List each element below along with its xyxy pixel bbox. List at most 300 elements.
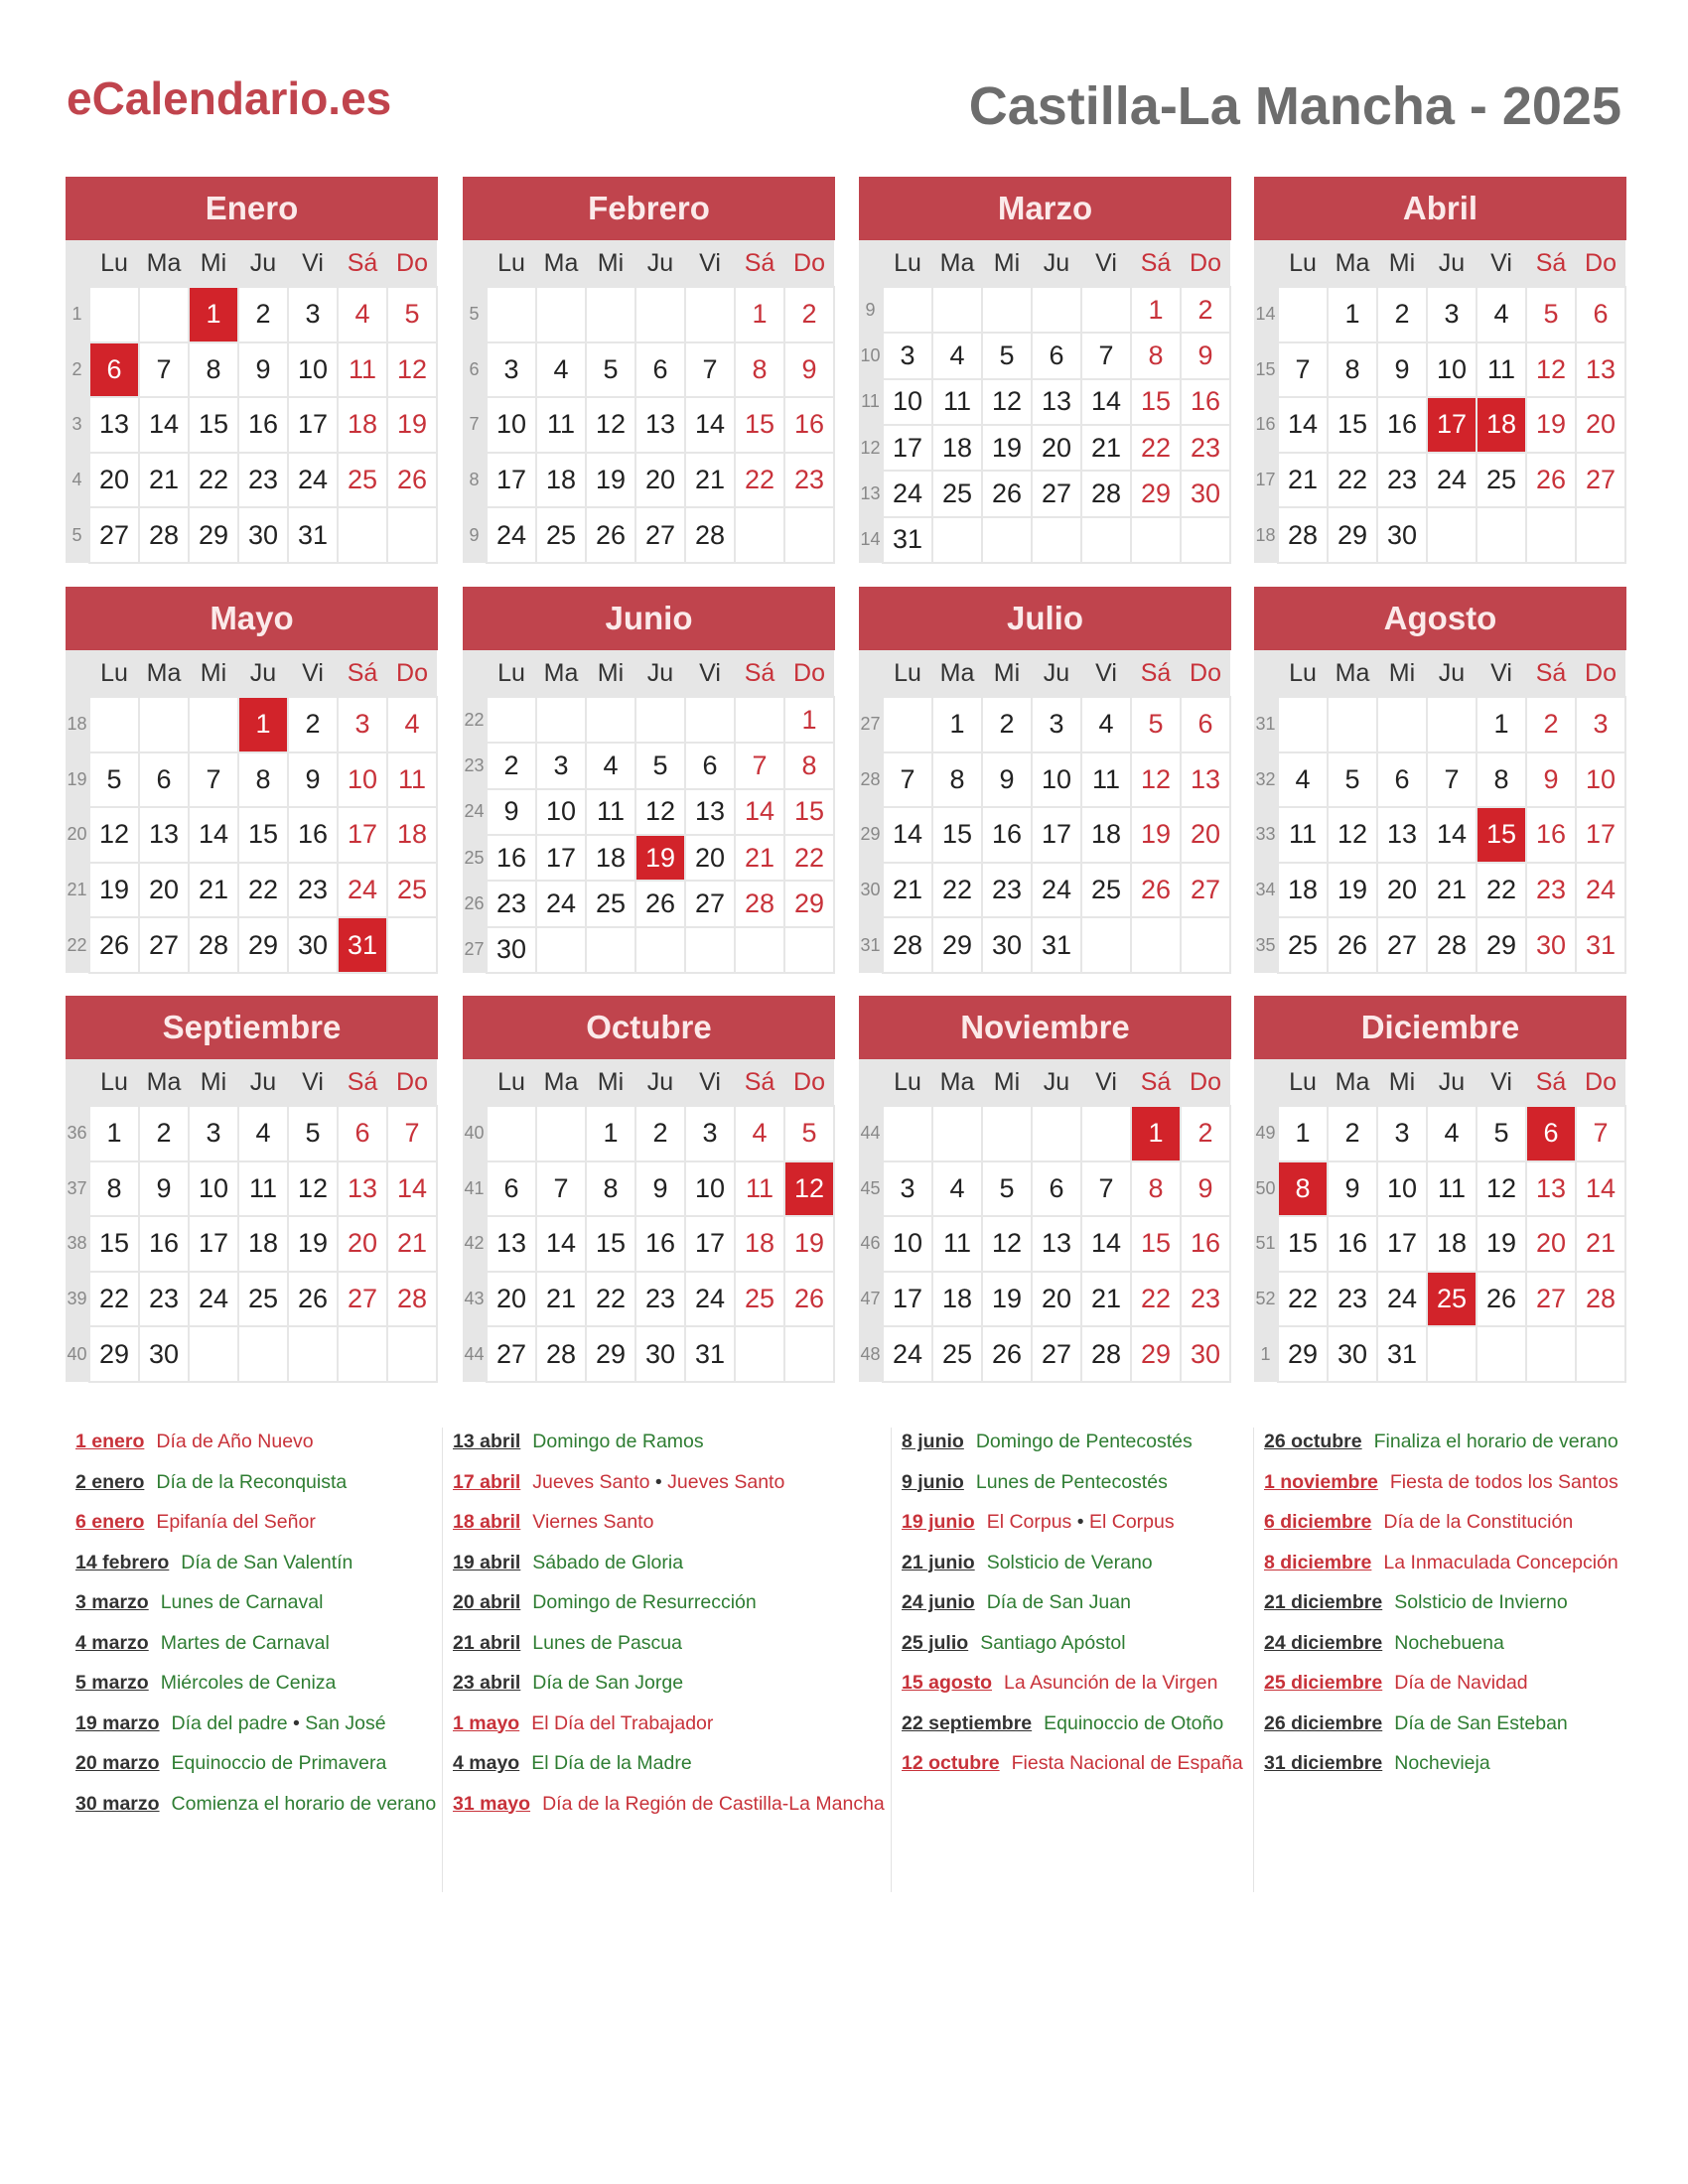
holiday-date-link[interactable]: 3 marzo (75, 1591, 149, 1613)
day-cell[interactable]: 20 (635, 453, 685, 508)
day-cell[interactable]: 14 (1576, 1161, 1625, 1217)
day-cell[interactable]: 30 (1181, 1326, 1230, 1382)
day-cell[interactable]: 13 (89, 397, 139, 453)
day-cell[interactable]: 4 (1477, 287, 1526, 342)
day-cell[interactable]: 15 (189, 397, 238, 453)
day-cell[interactable]: 2 (139, 1106, 189, 1161)
day-cell[interactable]: 23 (238, 453, 288, 508)
day-cell[interactable]: 6 (1032, 333, 1081, 378)
day-cell[interactable]: 3 (883, 333, 932, 378)
day-cell[interactable]: 26 (89, 917, 139, 973)
holiday-date-link[interactable]: 21 abril (453, 1631, 521, 1654)
day-cell[interactable]: 9 (1181, 333, 1230, 378)
holiday-date-link[interactable]: 8 junio (902, 1431, 964, 1452)
day-cell[interactable]: 17 (189, 1216, 238, 1272)
day-cell[interactable]: 7 (1278, 342, 1328, 398)
holiday-date-link[interactable]: 1 noviembre (1264, 1470, 1378, 1493)
day-cell[interactable]: 12 (1131, 752, 1181, 808)
day-cell[interactable]: 6 (487, 1161, 536, 1217)
day-cell[interactable]: 8 (586, 1161, 635, 1217)
day-cell[interactable]: 4 (735, 1106, 784, 1161)
day-cell[interactable]: 30 (288, 917, 338, 973)
day-cell[interactable]: 14 (387, 1161, 437, 1217)
day-cell[interactable]: 10 (487, 397, 536, 453)
day-cell[interactable]: 7 (536, 1161, 586, 1217)
day-cell[interactable]: 16 (784, 397, 834, 453)
day-cell[interactable]: 26 (1526, 453, 1576, 508)
day-cell[interactable]: 14 (1278, 397, 1328, 453)
holiday-date-link[interactable]: 14 febrero (75, 1551, 170, 1573)
day-cell[interactable]: 10 (1032, 752, 1081, 808)
day-cell[interactable]: 14 (685, 397, 735, 453)
day-cell[interactable]: 13 (1576, 342, 1625, 398)
day-cell[interactable]: 12 (387, 342, 437, 398)
day-cell[interactable]: 17 (536, 835, 586, 881)
holiday-date-link[interactable]: 19 junio (902, 1511, 975, 1533)
day-cell[interactable]: 21 (387, 1216, 437, 1272)
day-cell[interactable]: 18 (338, 397, 387, 453)
day-cell[interactable]: 15 (1131, 379, 1181, 425)
holiday-date-link[interactable]: 20 marzo (75, 1752, 160, 1774)
day-cell[interactable]: 8 (238, 752, 288, 808)
day-cell[interactable]: 18 (932, 1272, 982, 1327)
day-cell[interactable]: 1 (932, 697, 982, 752)
day-cell[interactable]: 4 (1081, 697, 1131, 752)
day-cell[interactable]: 10 (338, 752, 387, 808)
day-cell[interactable]: 2 (635, 1106, 685, 1161)
holiday-date-link[interactable]: 1 enero (75, 1431, 145, 1452)
day-cell[interactable]: 30 (1377, 507, 1427, 563)
holiday-date-link[interactable]: 24 diciembre (1264, 1631, 1383, 1654)
day-cell[interactable]: 16 (635, 1216, 685, 1272)
day-cell[interactable]: 28 (1427, 917, 1477, 973)
day-cell[interactable]: 13 (635, 397, 685, 453)
day-cell[interactable]: 12 (1526, 342, 1576, 398)
day-cell[interactable]: 1 (586, 1106, 635, 1161)
day-cell[interactable]: 10 (1576, 752, 1625, 808)
day-cell[interactable]: 30 (487, 927, 536, 973)
day-cell[interactable]: 9 (487, 789, 536, 835)
day-cell[interactable]: 10 (883, 379, 932, 425)
day-cell[interactable]: 20 (1576, 397, 1625, 453)
day-cell[interactable]: 4 (1427, 1106, 1477, 1161)
holiday-day-cell[interactable]: 1 (1131, 1106, 1181, 1161)
day-cell[interactable]: 19 (387, 397, 437, 453)
day-cell[interactable]: 9 (784, 342, 834, 398)
day-cell[interactable]: 22 (1131, 425, 1181, 471)
holiday-date-link[interactable]: 5 marzo (75, 1672, 149, 1694)
holiday-day-cell[interactable]: 15 (1477, 807, 1526, 863)
day-cell[interactable]: 28 (387, 1272, 437, 1327)
day-cell[interactable]: 7 (1427, 752, 1477, 808)
day-cell[interactable]: 21 (536, 1272, 586, 1327)
day-cell[interactable]: 13 (487, 1216, 536, 1272)
day-cell[interactable]: 17 (288, 397, 338, 453)
day-cell[interactable]: 26 (982, 471, 1032, 516)
day-cell[interactable]: 5 (982, 333, 1032, 378)
day-cell[interactable]: 28 (139, 507, 189, 563)
day-cell[interactable]: 31 (1576, 917, 1625, 973)
day-cell[interactable]: 5 (387, 287, 437, 342)
day-cell[interactable]: 4 (1278, 752, 1328, 808)
day-cell[interactable]: 11 (1278, 807, 1328, 863)
holiday-date-link[interactable]: 20 abril (453, 1591, 521, 1613)
day-cell[interactable]: 26 (784, 1272, 834, 1327)
holiday-day-cell[interactable]: 18 (1477, 397, 1526, 453)
day-cell[interactable]: 27 (1377, 917, 1427, 973)
day-cell[interactable]: 14 (735, 789, 784, 835)
day-cell[interactable]: 22 (1278, 1272, 1328, 1327)
day-cell[interactable]: 24 (685, 1272, 735, 1327)
day-cell[interactable]: 17 (487, 453, 536, 508)
holiday-date-link[interactable]: 6 enero (75, 1511, 145, 1533)
day-cell[interactable]: 23 (982, 863, 1032, 918)
day-cell[interactable]: 26 (1477, 1272, 1526, 1327)
day-cell[interactable]: 22 (1131, 1272, 1181, 1327)
day-cell[interactable]: 28 (1278, 507, 1328, 563)
day-cell[interactable]: 27 (487, 1326, 536, 1382)
day-cell[interactable]: 3 (1032, 697, 1081, 752)
day-cell[interactable]: 17 (1377, 1216, 1427, 1272)
day-cell[interactable]: 5 (635, 743, 685, 788)
day-cell[interactable]: 2 (784, 287, 834, 342)
day-cell[interactable]: 23 (1181, 1272, 1230, 1327)
day-cell[interactable]: 19 (586, 453, 635, 508)
day-cell[interactable]: 16 (238, 397, 288, 453)
day-cell[interactable]: 5 (1131, 697, 1181, 752)
day-cell[interactable]: 25 (387, 863, 437, 918)
day-cell[interactable]: 12 (288, 1161, 338, 1217)
holiday-date-link[interactable]: 4 mayo (453, 1752, 520, 1774)
holiday-day-cell[interactable]: 19 (635, 835, 685, 881)
holiday-date-link[interactable]: 24 junio (902, 1591, 975, 1613)
day-cell[interactable]: 8 (189, 342, 238, 398)
day-cell[interactable]: 11 (536, 397, 586, 453)
day-cell[interactable]: 26 (387, 453, 437, 508)
holiday-date-link[interactable]: 19 marzo (75, 1711, 160, 1734)
day-cell[interactable]: 11 (338, 342, 387, 398)
day-cell[interactable]: 21 (735, 835, 784, 881)
day-cell[interactable]: 15 (586, 1216, 635, 1272)
day-cell[interactable]: 6 (685, 743, 735, 788)
day-cell[interactable]: 12 (586, 397, 635, 453)
day-cell[interactable]: 12 (635, 789, 685, 835)
day-cell[interactable]: 13 (338, 1161, 387, 1217)
day-cell[interactable]: 19 (1477, 1216, 1526, 1272)
day-cell[interactable]: 29 (238, 917, 288, 973)
day-cell[interactable]: 1 (1328, 287, 1377, 342)
day-cell[interactable]: 5 (586, 342, 635, 398)
day-cell[interactable]: 21 (1278, 453, 1328, 508)
day-cell[interactable]: 26 (586, 507, 635, 563)
day-cell[interactable]: 23 (1328, 1272, 1377, 1327)
day-cell[interactable]: 23 (1377, 453, 1427, 508)
day-cell[interactable]: 20 (139, 863, 189, 918)
day-cell[interactable]: 30 (139, 1326, 189, 1382)
day-cell[interactable]: 18 (1427, 1216, 1477, 1272)
holiday-day-cell[interactable]: 12 (784, 1161, 834, 1217)
day-cell[interactable]: 13 (1032, 1216, 1081, 1272)
day-cell[interactable]: 23 (487, 881, 536, 926)
holiday-day-cell[interactable]: 25 (1427, 1272, 1477, 1327)
day-cell[interactable]: 20 (1032, 1272, 1081, 1327)
day-cell[interactable]: 2 (288, 697, 338, 752)
day-cell[interactable]: 8 (932, 752, 982, 808)
day-cell[interactable]: 4 (338, 287, 387, 342)
day-cell[interactable]: 15 (89, 1216, 139, 1272)
holiday-date-link[interactable]: 18 abril (453, 1511, 521, 1533)
day-cell[interactable]: 8 (1131, 333, 1181, 378)
day-cell[interactable]: 18 (1278, 863, 1328, 918)
day-cell[interactable]: 28 (1081, 1326, 1131, 1382)
day-cell[interactable]: 17 (1576, 807, 1625, 863)
day-cell[interactable]: 14 (1081, 379, 1131, 425)
day-cell[interactable]: 18 (387, 807, 437, 863)
day-cell[interactable]: 23 (1181, 425, 1230, 471)
day-cell[interactable]: 5 (89, 752, 139, 808)
day-cell[interactable]: 11 (1427, 1161, 1477, 1217)
day-cell[interactable]: 3 (685, 1106, 735, 1161)
holiday-date-link[interactable]: 30 marzo (75, 1792, 160, 1815)
day-cell[interactable]: 25 (238, 1272, 288, 1327)
holiday-date-link[interactable]: 21 diciembre (1264, 1591, 1383, 1613)
day-cell[interactable]: 19 (1328, 863, 1377, 918)
day-cell[interactable]: 6 (139, 752, 189, 808)
day-cell[interactable]: 29 (89, 1326, 139, 1382)
day-cell[interactable]: 6 (1377, 752, 1427, 808)
holiday-date-link[interactable]: 26 diciembre (1264, 1711, 1383, 1734)
day-cell[interactable]: 29 (1328, 507, 1377, 563)
day-cell[interactable]: 16 (982, 807, 1032, 863)
day-cell[interactable]: 29 (1278, 1326, 1328, 1382)
holiday-day-cell[interactable]: 6 (89, 342, 139, 398)
day-cell[interactable]: 25 (735, 1272, 784, 1327)
day-cell[interactable]: 8 (1477, 752, 1526, 808)
day-cell[interactable]: 18 (735, 1216, 784, 1272)
day-cell[interactable]: 27 (1032, 471, 1081, 516)
day-cell[interactable]: 25 (932, 1326, 982, 1382)
day-cell[interactable]: 7 (685, 342, 735, 398)
day-cell[interactable]: 25 (1081, 863, 1131, 918)
day-cell[interactable]: 27 (1526, 1272, 1576, 1327)
day-cell[interactable]: 5 (1328, 752, 1377, 808)
day-cell[interactable]: 27 (338, 1272, 387, 1327)
day-cell[interactable]: 13 (685, 789, 735, 835)
day-cell[interactable]: 9 (238, 342, 288, 398)
day-cell[interactable]: 21 (883, 863, 932, 918)
day-cell[interactable]: 30 (1526, 917, 1576, 973)
day-cell[interactable]: 24 (883, 1326, 932, 1382)
day-cell[interactable]: 6 (1181, 697, 1230, 752)
day-cell[interactable]: 1 (1131, 287, 1181, 333)
day-cell[interactable]: 18 (932, 425, 982, 471)
day-cell[interactable]: 19 (784, 1216, 834, 1272)
day-cell[interactable]: 23 (139, 1272, 189, 1327)
day-cell[interactable]: 25 (338, 453, 387, 508)
day-cell[interactable]: 22 (586, 1272, 635, 1327)
day-cell[interactable]: 31 (883, 517, 932, 563)
day-cell[interactable]: 15 (1278, 1216, 1328, 1272)
day-cell[interactable]: 24 (288, 453, 338, 508)
day-cell[interactable]: 14 (536, 1216, 586, 1272)
day-cell[interactable]: 29 (932, 917, 982, 973)
day-cell[interactable]: 1 (735, 287, 784, 342)
day-cell[interactable]: 16 (1181, 1216, 1230, 1272)
day-cell[interactable]: 24 (1576, 863, 1625, 918)
holiday-date-link[interactable]: 1 mayo (453, 1711, 520, 1734)
day-cell[interactable]: 27 (139, 917, 189, 973)
day-cell[interactable]: 21 (1081, 425, 1131, 471)
holiday-date-link[interactable]: 12 octubre (902, 1752, 1000, 1774)
day-cell[interactable]: 19 (982, 425, 1032, 471)
day-cell[interactable]: 2 (238, 287, 288, 342)
day-cell[interactable]: 2 (1328, 1106, 1377, 1161)
day-cell[interactable]: 6 (338, 1106, 387, 1161)
day-cell[interactable]: 10 (189, 1161, 238, 1217)
day-cell[interactable]: 27 (1032, 1326, 1081, 1382)
day-cell[interactable]: 3 (189, 1106, 238, 1161)
day-cell[interactable]: 13 (1181, 752, 1230, 808)
day-cell[interactable]: 20 (89, 453, 139, 508)
day-cell[interactable]: 19 (982, 1272, 1032, 1327)
day-cell[interactable]: 3 (1377, 1106, 1427, 1161)
day-cell[interactable]: 13 (1377, 807, 1427, 863)
day-cell[interactable]: 27 (1181, 863, 1230, 918)
day-cell[interactable]: 9 (1377, 342, 1427, 398)
day-cell[interactable]: 19 (1526, 397, 1576, 453)
day-cell[interactable]: 7 (1576, 1106, 1625, 1161)
day-cell[interactable]: 27 (685, 881, 735, 926)
day-cell[interactable]: 12 (982, 379, 1032, 425)
holiday-date-link[interactable]: 26 octubre (1264, 1431, 1362, 1452)
day-cell[interactable]: 26 (1131, 863, 1181, 918)
day-cell[interactable]: 21 (189, 863, 238, 918)
day-cell[interactable]: 31 (1032, 917, 1081, 973)
day-cell[interactable]: 25 (536, 507, 586, 563)
day-cell[interactable]: 16 (487, 835, 536, 881)
day-cell[interactable]: 2 (1181, 1106, 1230, 1161)
day-cell[interactable]: 21 (1427, 863, 1477, 918)
day-cell[interactable]: 8 (89, 1161, 139, 1217)
day-cell[interactable]: 28 (883, 917, 932, 973)
day-cell[interactable]: 17 (338, 807, 387, 863)
day-cell[interactable]: 14 (1427, 807, 1477, 863)
day-cell[interactable]: 23 (1526, 863, 1576, 918)
day-cell[interactable]: 15 (1131, 1216, 1181, 1272)
day-cell[interactable]: 25 (932, 471, 982, 516)
day-cell[interactable]: 27 (89, 507, 139, 563)
day-cell[interactable]: 10 (883, 1216, 932, 1272)
site-logo[interactable]: eCalendario.es (67, 72, 392, 124)
day-cell[interactable]: 29 (1477, 917, 1526, 973)
day-cell[interactable]: 26 (635, 881, 685, 926)
day-cell[interactable]: 11 (932, 379, 982, 425)
holiday-date-link[interactable]: 8 diciembre (1264, 1551, 1372, 1573)
day-cell[interactable]: 18 (1081, 807, 1131, 863)
day-cell[interactable]: 10 (685, 1161, 735, 1217)
day-cell[interactable]: 22 (735, 453, 784, 508)
day-cell[interactable]: 19 (288, 1216, 338, 1272)
day-cell[interactable]: 20 (1181, 807, 1230, 863)
day-cell[interactable]: 10 (536, 789, 586, 835)
day-cell[interactable]: 2 (982, 697, 1032, 752)
day-cell[interactable]: 14 (1081, 1216, 1131, 1272)
day-cell[interactable]: 16 (139, 1216, 189, 1272)
holiday-date-link[interactable]: 22 septiembre (902, 1711, 1033, 1734)
day-cell[interactable]: 22 (1477, 863, 1526, 918)
day-cell[interactable]: 7 (1081, 1161, 1131, 1217)
day-cell[interactable]: 24 (338, 863, 387, 918)
day-cell[interactable]: 16 (1526, 807, 1576, 863)
day-cell[interactable]: 26 (288, 1272, 338, 1327)
holiday-date-link[interactable]: 31 diciembre (1264, 1752, 1383, 1774)
day-cell[interactable]: 13 (139, 807, 189, 863)
day-cell[interactable]: 11 (387, 752, 437, 808)
day-cell[interactable]: 15 (932, 807, 982, 863)
day-cell[interactable]: 15 (238, 807, 288, 863)
day-cell[interactable]: 29 (1131, 471, 1181, 516)
day-cell[interactable]: 22 (238, 863, 288, 918)
day-cell[interactable]: 10 (1427, 342, 1477, 398)
holiday-date-link[interactable]: 2 enero (75, 1470, 145, 1493)
holiday-date-link[interactable]: 25 diciembre (1264, 1672, 1383, 1694)
day-cell[interactable]: 9 (139, 1161, 189, 1217)
day-cell[interactable]: 11 (735, 1161, 784, 1217)
day-cell[interactable]: 8 (1131, 1161, 1181, 1217)
day-cell[interactable]: 10 (1377, 1161, 1427, 1217)
day-cell[interactable]: 24 (189, 1272, 238, 1327)
day-cell[interactable]: 15 (735, 397, 784, 453)
holiday-date-link[interactable]: 9 junio (902, 1470, 964, 1493)
day-cell[interactable]: 1 (784, 697, 834, 743)
day-cell[interactable]: 3 (1576, 697, 1625, 752)
day-cell[interactable]: 19 (1131, 807, 1181, 863)
day-cell[interactable]: 30 (238, 507, 288, 563)
day-cell[interactable]: 24 (1032, 863, 1081, 918)
day-cell[interactable]: 11 (1477, 342, 1526, 398)
day-cell[interactable]: 31 (288, 507, 338, 563)
holiday-date-link[interactable]: 21 junio (902, 1551, 975, 1573)
day-cell[interactable]: 21 (1576, 1216, 1625, 1272)
day-cell[interactable]: 2 (1377, 287, 1427, 342)
day-cell[interactable]: 3 (536, 743, 586, 788)
day-cell[interactable]: 4 (387, 697, 437, 752)
day-cell[interactable]: 21 (685, 453, 735, 508)
day-cell[interactable]: 22 (932, 863, 982, 918)
holiday-day-cell[interactable]: 6 (1526, 1106, 1576, 1161)
day-cell[interactable]: 5 (982, 1161, 1032, 1217)
day-cell[interactable]: 25 (586, 881, 635, 926)
day-cell[interactable]: 22 (1328, 453, 1377, 508)
day-cell[interactable]: 28 (189, 917, 238, 973)
day-cell[interactable]: 17 (883, 425, 932, 471)
day-cell[interactable]: 9 (288, 752, 338, 808)
day-cell[interactable]: 3 (338, 697, 387, 752)
day-cell[interactable]: 12 (89, 807, 139, 863)
day-cell[interactable]: 9 (1526, 752, 1576, 808)
holiday-date-link[interactable]: 15 agosto (902, 1672, 993, 1694)
day-cell[interactable]: 8 (1328, 342, 1377, 398)
day-cell[interactable]: 31 (1377, 1326, 1427, 1382)
day-cell[interactable]: 20 (338, 1216, 387, 1272)
day-cell[interactable]: 2 (1526, 697, 1576, 752)
day-cell[interactable]: 17 (685, 1216, 735, 1272)
holiday-date-link[interactable]: 6 diciembre (1264, 1511, 1372, 1533)
day-cell[interactable]: 4 (932, 1161, 982, 1217)
day-cell[interactable]: 3 (883, 1161, 932, 1217)
day-cell[interactable]: 20 (685, 835, 735, 881)
day-cell[interactable]: 4 (586, 743, 635, 788)
